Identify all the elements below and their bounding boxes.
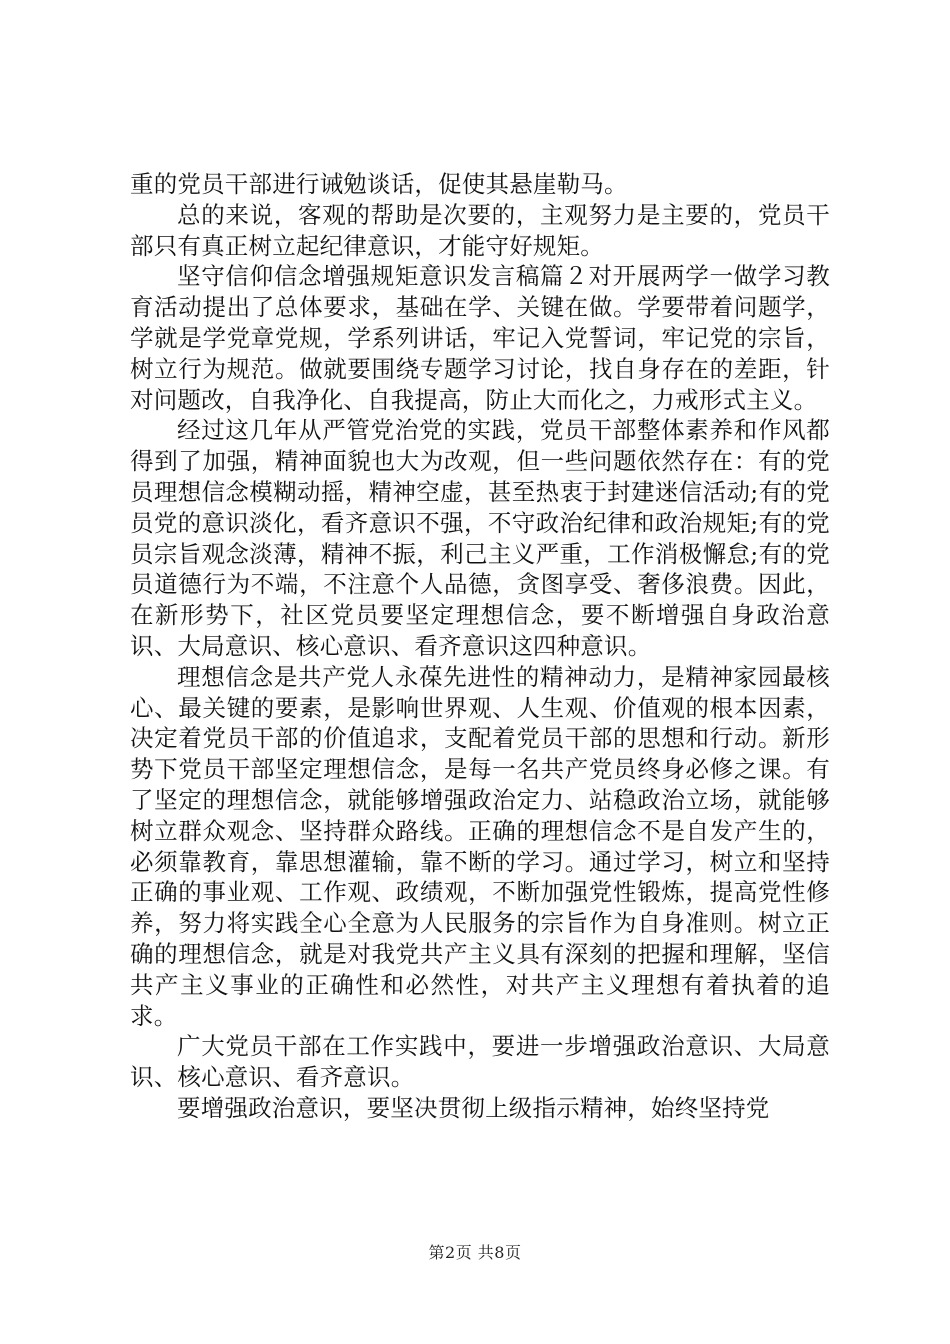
paragraph: 坚守信仰信念增强规矩意识发言稿篇２对开展两学一做学习教育活动提出了总体要求，基础在学、关键在做。学要带着问题学，学就是学党章党规，学系列讲话，牢记入党誓词，牢记党的宗旨，树立行为规范。做就要围绕专题学习讨论，找自身存在的差距，针对问题改，自我净化、自我提高，防止大而化之，力戒形式主义。 (130, 262, 830, 414)
paragraph: 总的来说，客观的帮助是次要的，主观努力是主要的，党员干部只有真正树立起纪律意识，才能守好规矩。 (130, 200, 830, 260)
paragraph: 广大党员干部在工作实践中，要进一步增强政治意识、大局意识、核心意识、看齐意识。 (130, 1032, 830, 1092)
paragraph: 重的党员干部进行诫勉谈话，促使其悬崖勒马。 (130, 170, 628, 198)
paragraph: 要增强政治意识，要坚决贯彻上级指示精神，始终坚持党 (177, 1093, 770, 1122)
paragraph: 理想信念是共产党人永葆先进性的精神动力，是精神家园最核心、最关键的要素，是影响世界观、人生观、价值观的根本因素，决定着党员干部的价值追求，支配着党员干部的思想和行动。新形势下党员干部坚定理想信念，是每一名共产党员终身必修之课。有了坚定的理想信念，就能够增强政治定力、站稳政治立场，就能够树立群众观念、坚持群众路线。正确的理想信念不是自发产生的，必须靠教育，靠思想灌输，靠不断的学习。通过学习，树立和坚持正确的事业观、工作观、政绩观，不断加强党性锻炼，提高党性修养，努力将实践全心全意为人民服务的宗旨作为自身准则。树立正确的理想信念，就是对我党共产主义具有深刻的把握和理解，坚信共产主义事业的正确性和必然性，对共产主义理想有着执着的追求。 (130, 662, 830, 1030)
page-footer (0, 1243, 950, 1263)
paragraph: 经过这几年从严管党治党的实践，党员干部整体素养和作风都得到了加强，精神面貌也大为改观，但一些问题依然存在：有的党员理想信念模糊动摇，精神空虚，甚至热衷于封建迷信活动;有的党员党的意识淡化，看齐意识不强，不守政治纪律和政治规矩;有的党员宗旨观念淡薄，精神不振，利己主义严重，工作消极懈怠;有的党员道德行为不端，不注意个人品德，贪图享受、奢侈浪费。因此，在新形势下，社区党员要坚定理想信念，要不断增强自身政治意识、大局意识、核心意识、看齐意识这四种意识。 (130, 416, 830, 660)
page-number-label: 第2页 共8页 (428, 1243, 522, 1262)
document-body (130, 169, 830, 1124)
